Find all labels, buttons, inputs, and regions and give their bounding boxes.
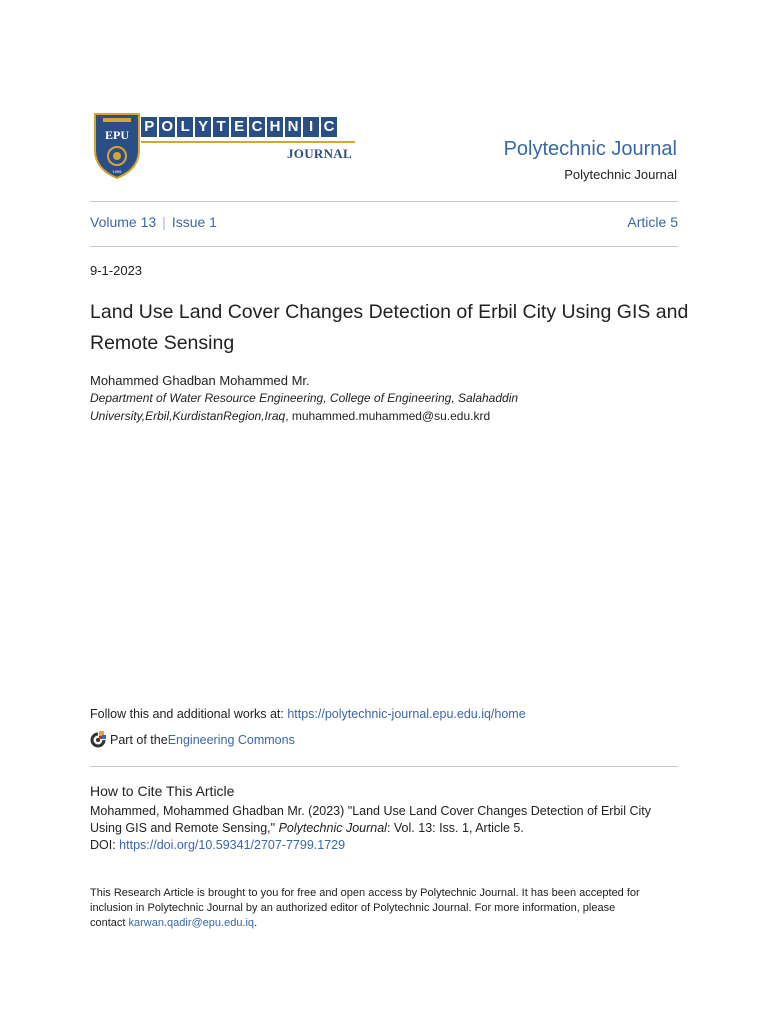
logo-letter: N <box>285 117 301 137</box>
logo-gold-rule <box>141 141 355 143</box>
citation-line-2b: : Vol. 13: Iss. 1, Article 5. <box>386 821 524 835</box>
footer-line-2: inclusion in Polytechnic Journal by an authorized editor of Polytechnic Journal. For more information, please <box>90 902 616 914</box>
citation-line-1: Mohammed, Mohammed Ghadban Mr. (2023) "Land Use Land Cover Changes Detection of Erbil City <box>90 804 651 818</box>
author-affiliation <box>90 389 570 425</box>
author-name: Mohammed Ghadban Mohammed Mr. <box>90 373 310 388</box>
logo-letter: C <box>249 117 265 137</box>
logo-wordmark <box>141 117 339 137</box>
footer-line-3a: contact <box>90 917 129 929</box>
citation-journal: Polytechnic Journal <box>278 821 387 835</box>
journal-home-link[interactable]: https://polytechnic-journal.epu.edu.iq/home <box>287 707 526 721</box>
volume-link[interactable]: Volume 13 <box>90 214 157 230</box>
author-email: muhammed.muhammed@su.edu.krd <box>291 409 491 423</box>
citation-text <box>90 803 680 854</box>
header-divider <box>90 201 678 202</box>
logo-letter: L <box>177 117 193 137</box>
bepress-network-icon <box>90 731 106 749</box>
access-statement <box>90 886 680 931</box>
logo-letter: Y <box>195 117 211 137</box>
journal-logo[interactable] <box>93 112 355 180</box>
logo-letter: I <box>303 117 319 137</box>
part-of-line <box>90 731 295 749</box>
publication-date: 9-1-2023 <box>90 263 143 278</box>
logo-letter: E <box>231 117 247 137</box>
part-of-label: Part of the <box>110 733 168 747</box>
doi-link[interactable]: https://doi.org/10.59341/2707-7799.1729 <box>119 838 346 852</box>
article-title: Land Use Land Cover Changes Detection of Erbil City Using GIS and Remote Sensing <box>90 301 689 354</box>
issue-separator: | <box>162 214 166 230</box>
citation-line-2a: Using GIS and Remote Sensing," <box>90 821 279 835</box>
issue-bar-divider <box>90 246 678 247</box>
follow-label: Follow this and additional works at: <box>90 707 288 721</box>
logo-letter: O <box>159 117 175 137</box>
logo-letter: T <box>213 117 229 137</box>
badge-year: 1996 <box>112 169 122 174</box>
email-separator: , <box>285 409 292 423</box>
footer-line-1: This Research Article is brought to you for free and open access by Polytechnic Journal. It has been accepted for <box>90 887 640 899</box>
cite-divider <box>90 766 678 767</box>
follow-line <box>90 707 526 721</box>
cite-heading: How to Cite This Article <box>90 783 235 799</box>
journal-title-link[interactable]: Polytechnic Journal <box>503 138 677 160</box>
badge-text: EPU <box>105 128 129 142</box>
epu-shield-icon <box>93 112 141 180</box>
affiliation-line-1: Department of Water Resource Engineering, College of Engineering, Salahaddin <box>90 391 519 405</box>
journal-subtitle: Polytechnic Journal <box>564 167 677 182</box>
article-number-link[interactable]: Article 5 <box>627 214 678 230</box>
logo-letter: C <box>321 117 337 137</box>
issue-link[interactable]: Issue 1 <box>171 214 217 230</box>
contact-email-link[interactable]: karwan.qadir@epu.edu.iq <box>128 917 255 929</box>
footer-line-3b: . <box>254 917 258 929</box>
engineering-commons-link[interactable]: Engineering Commons <box>167 733 295 747</box>
logo-letter: H <box>267 117 283 137</box>
logo-letter: P <box>141 117 157 137</box>
affiliation-line-2: University,Erbil,KurdistanRegion,Iraq <box>90 409 286 423</box>
logo-subtitle: JOURNAL <box>287 146 352 161</box>
issue-bar <box>90 214 678 232</box>
doi-label: DOI: <box>90 838 120 852</box>
